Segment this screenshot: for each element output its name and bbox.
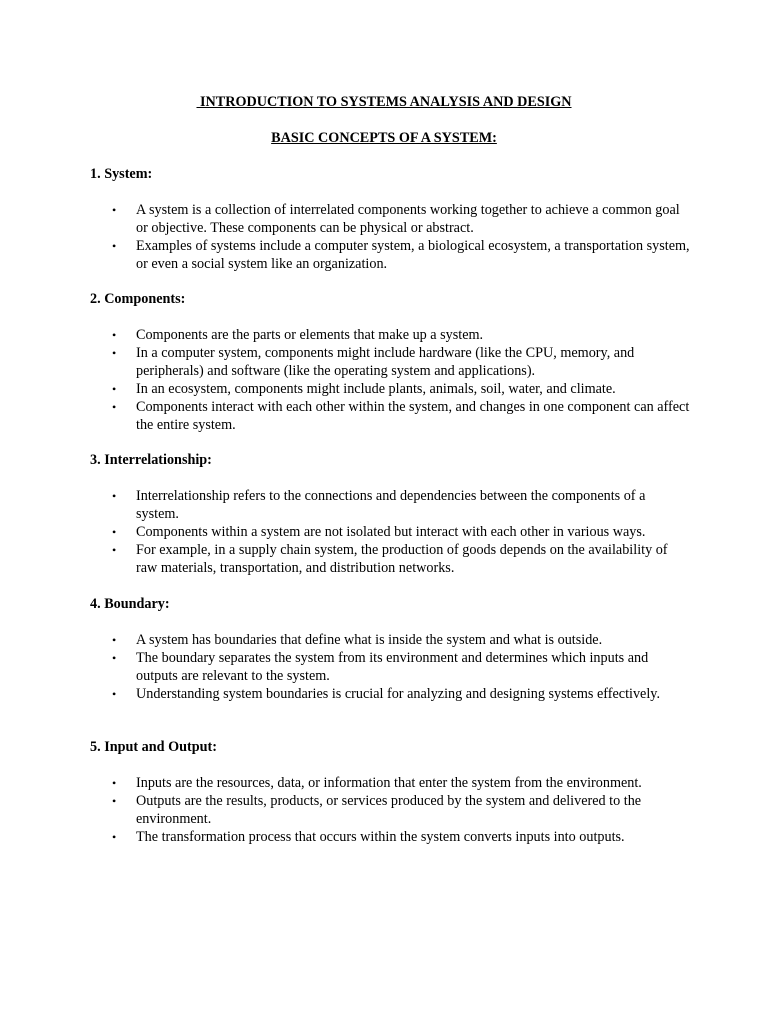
list-item (90, 326, 690, 344)
bullet-list (90, 774, 690, 846)
list-item-text: Examples of systems include a computer system, a biological ecosystem, a transportation system, or even a social system like an organization. (136, 238, 690, 272)
list-item-text: In an ecosystem, components might include plants, animals, soil, water, and climate. (136, 381, 616, 397)
list-item (90, 774, 690, 792)
bullet-icon: • (112, 651, 117, 665)
section-heading: 4. Boundary: (90, 596, 170, 612)
bullet-icon: • (112, 830, 117, 844)
list-item (90, 685, 690, 703)
list-item (90, 631, 690, 649)
section-heading: 1. System: (90, 166, 153, 182)
document-subtitle: BASIC CONCEPTS OF A SYSTEM: (271, 130, 497, 146)
list-item-text: For example, in a supply chain system, the production of goods depends on the availability of raw materials, transportation, and distribution networks. (136, 542, 668, 576)
bullet-icon: • (112, 382, 117, 396)
section-heading: 3. Interrelationship: (90, 452, 212, 468)
bullet-icon: • (112, 525, 117, 539)
bullet-list (90, 487, 690, 577)
bullet-icon: • (112, 687, 117, 701)
bullet-icon: • (112, 633, 117, 647)
section-system (90, 165, 690, 273)
list-item-text: In a computer system, components might include hardware (like the CPU, memory, and peripherals) and software (like the operating system and applications). (136, 345, 635, 379)
list-item-text: The boundary separates the system from its environment and determines which inputs and outputs are relevant to the system. (136, 650, 649, 684)
section-boundary (90, 595, 690, 703)
list-item (90, 344, 690, 380)
bullet-icon: • (112, 203, 117, 217)
section-heading: 5. Input and Output: (90, 739, 217, 755)
section-components (90, 290, 690, 434)
bullet-icon: • (112, 328, 117, 342)
bullet-icon: • (112, 346, 117, 360)
list-item (90, 201, 690, 237)
list-item-text: The transformation process that occurs within the system converts inputs into outputs. (136, 829, 625, 845)
list-item-text: Interrelationship refers to the connections and dependencies between the components of a system. (136, 488, 646, 522)
bullet-list (90, 201, 690, 273)
list-item-text: Inputs are the resources, data, or information that enter the system from the environment. (136, 775, 642, 791)
bullet-icon: • (112, 543, 117, 557)
section-interrelationship (90, 451, 690, 577)
list-item (90, 487, 690, 523)
bullet-list (90, 631, 690, 703)
list-item (90, 237, 690, 273)
section-input-output (90, 738, 690, 846)
list-item-text: Outputs are the results, products, or services produced by the system and delivered to the environment. (136, 793, 642, 827)
bullet-icon: • (112, 794, 117, 808)
list-item (90, 523, 690, 541)
list-item (90, 649, 690, 685)
list-item-text: A system is a collection of interrelated components working together to achieve a common goal or objective. These components can be physical or abstract. (136, 202, 680, 236)
list-item (90, 398, 690, 434)
list-item (90, 541, 690, 577)
list-item (90, 828, 690, 846)
bullet-icon: • (112, 489, 117, 503)
list-item-text: Components interact with each other within the system, and changes in one component can affect the entire system. (136, 399, 690, 433)
bullet-icon: • (112, 239, 117, 253)
list-item-text: A system has boundaries that define what is inside the system and what is outside. (136, 632, 603, 648)
bullet-list (90, 326, 690, 434)
bullet-icon: • (112, 400, 117, 414)
list-item-text: Components are the parts or elements that make up a system. (136, 327, 484, 343)
list-item-text: Components within a system are not isolated but interact with each other in various ways. (136, 524, 646, 540)
section-heading: 2. Components: (90, 291, 186, 307)
bullet-icon: • (112, 776, 117, 790)
list-item-text: Understanding system boundaries is crucial for analyzing and designing systems effectively. (136, 686, 661, 702)
list-item (90, 380, 690, 398)
document-title: INTRODUCTION TO SYSTEMS ANALYSIS AND DESIGN (196, 94, 572, 110)
list-item (90, 792, 690, 828)
